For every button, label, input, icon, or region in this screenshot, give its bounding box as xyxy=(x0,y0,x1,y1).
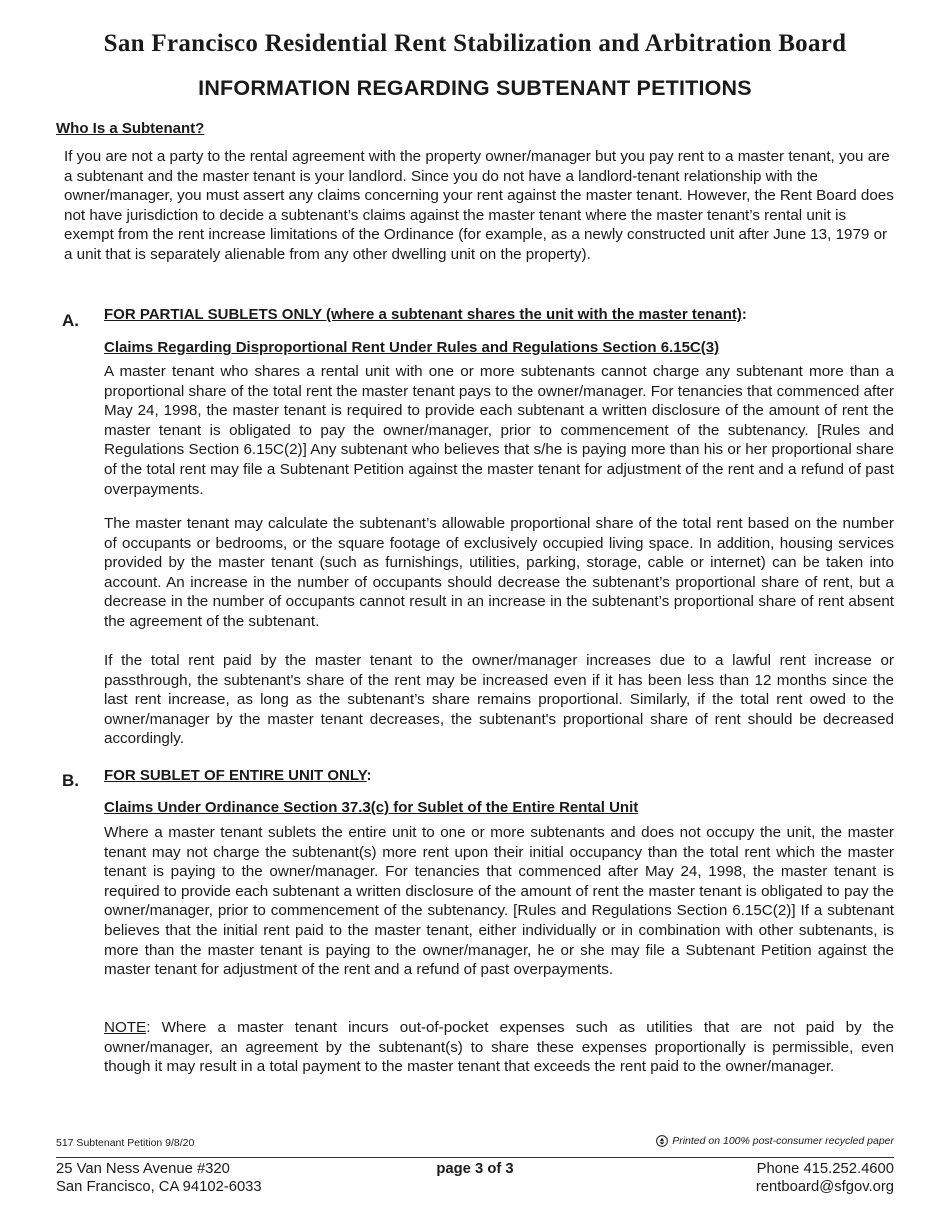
section-a-paragraph-3: If the total rent paid by the master tenant to the owner/manager increases due to a lawful rent increase or passthrough, the subtenant's share of the rent may be increased even if it has been less than 12 months since the last rent increase, as long as the subtenant’s share remains proportional. Similarly, if the total rent owed to the owner/manager by the master tenant decreases, the subtenant's proportional share of rent should be decreased accordingly. xyxy=(104,652,894,748)
section-b-paragraph: Where a master tenant sublets the entire unit to one or more subtenants and does not occupy the unit, the master tenant may not charge the subtenant(s) more rent upon their initial occupancy than the total rent which the master tenant is paying to the owner/manager. For tenancies that commenced after May 24, 1998, the master tenant is required to provide each subtenant a written disclosure of the amount of rent the master tenant is obligated to pay the owner/manager, prior to commencement of the subtenancy. [Rules and Regulations Section 6.15C(2)] If a subtenant believes that the initial rent paid to the master tenant, either individually or in combination with other subtenants, is more than the master tenant is paying to the owner/manager, he or she may file a Subtenant Petition against the master tenant for adjustment of the rent and a refund of past overpayments. xyxy=(104,824,894,979)
note-label: NOTE xyxy=(104,1019,147,1036)
section-a-heading-colon: : xyxy=(741,306,747,323)
note-text: : Where a master tenant incurs out-of-pocket expenses such as utilities that are not paid by the owner/manager, an agreement by the subtenant(s) to share these expenses proportionally is permissible, even though it may result in a total payment to the master tenant that exceeds the rent paid to the owner/manager. xyxy=(104,1019,894,1076)
page-title: INFORMATION REGARDING SUBTENANT PETITIONS xyxy=(198,76,752,100)
address-line-2: San Francisco, CA 94102-6033 xyxy=(56,1179,262,1195)
recycled-paper-text: Printed on 100% post-consumer recycled paper xyxy=(672,1135,894,1147)
organization-name: San Francisco Residential Rent Stabilization and Arbitration Board xyxy=(103,30,847,57)
section-b-heading-colon: : xyxy=(366,767,372,784)
address-line-1: 25 Van Ness Avenue #320 xyxy=(56,1161,230,1177)
section-b-subheading: Claims Under Ordinance Section 37.3(c) for Sublet of the Entire Rental Unit xyxy=(104,799,639,816)
section-b-letter: B. xyxy=(62,771,79,790)
section-b-heading xyxy=(104,767,372,784)
form-id: 517 Subtenant Petition 9/8/20 xyxy=(56,1137,195,1149)
section-a-subheading: Claims Regarding Disproportional Rent Under Rules and Regulations Section 6.15C(3) xyxy=(104,339,720,356)
section-a-heading-text: FOR PARTIAL SUBLETS ONLY (where a subtenant shares the unit with the master tenant) xyxy=(104,306,742,323)
phone-number: Phone 415.252.4600 xyxy=(756,1161,894,1177)
section-a-paragraph-2: The master tenant may calculate the subtenant’s allowable proportional share of the total rent based on the number of occupants or bedrooms, or the square footage of exclusively occupied living space. In addition, housing services provided by the master tenant (such as furnishings, utilities, parking, storage, cable or internet) can be taken into account. An increase in the number of occupants should decrease the subtenant’s proportional share of rent, but a decrease in the number of occupants cannot result in an increase in the subtenant’s proportional share of rent absent the agreement of the subtenant. xyxy=(104,515,894,630)
section-a-heading xyxy=(104,306,747,323)
section-b-note xyxy=(104,1018,894,1077)
footer-divider xyxy=(56,1157,894,1158)
section-a-paragraph-1: A master tenant who shares a rental unit with one or more subtenants cannot charge any subtenant more than a proportional share of the total rent the master tenant pays to the owner/manager. For tenancies that commenced after May 24, 1998, the master tenant is required to provide each subtenant a written disclosure of the amount of rent the master tenant is obligated to pay the owner/manager, prior to commencement of the subtenancy. [Rules and Regulations Section 6.15C(2)] Any subtenant who believes that s/he is paying more than his or her proportional share of the total rent may file a Subtenant Petition against the master tenant for adjustment of the rent and a refund of past overpayments. xyxy=(104,363,894,498)
recycled-paper-note xyxy=(656,1135,894,1147)
section-a-letter: A. xyxy=(62,311,79,330)
email-address: rentboard@sfgov.org xyxy=(755,1179,894,1195)
section-b-heading-text: FOR SUBLET OF ENTIRE UNIT ONLY xyxy=(104,767,367,784)
footer-contact xyxy=(756,1160,894,1196)
intro-heading: Who Is a Subtenant? xyxy=(56,120,205,137)
recycle-icon xyxy=(656,1135,668,1147)
intro-paragraph: If you are not a party to the rental agreement with the property owner/manager but you pay rent to a master tenant, you are a subtenant and the master tenant is your landlord. Since you do not have a landlord-tenant relationship with the owner/manager, you must assert any claims concerning your rent against the master tenant. However, the Rent Board does not have jurisdiction to decide a subtenant’s claims against the master tenant where the master tenant’s rental unit is exempt from the rent increase limitations of the Ordinance (for example, as a newly constructed unit after June 13, 1979 or a unit that is separately alienable from any other dwelling unit on the property). xyxy=(64,148,894,263)
page-number: page 3 of 3 xyxy=(436,1161,514,1177)
